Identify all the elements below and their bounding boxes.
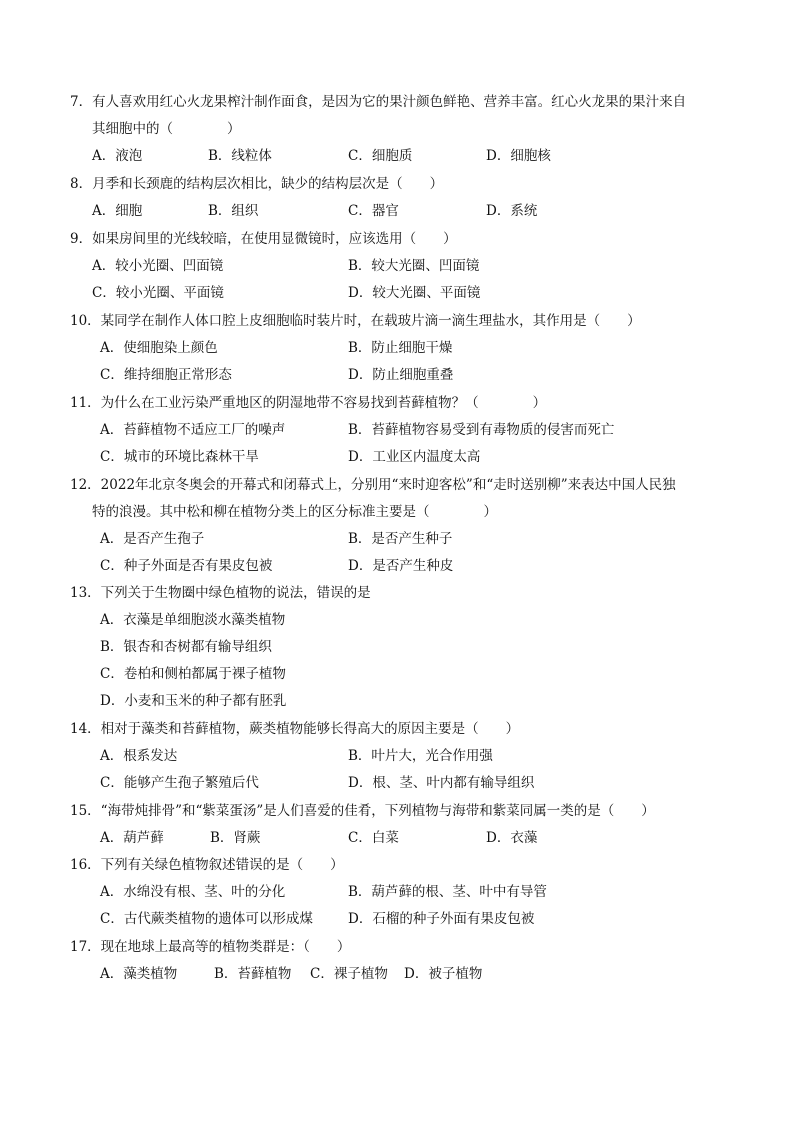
question-13 xyxy=(70,580,750,715)
option-d[interactable]: D．系统 xyxy=(486,203,538,219)
option-b[interactable]: B．组织 xyxy=(208,203,259,219)
question-stem: 15．“海带炖排骨”和“紫菜蛋汤”是人们喜爱的佳肴，下列植物与海带和紫菜同属一类的是（ ） xyxy=(70,803,655,819)
question-7 xyxy=(70,89,750,170)
options-row xyxy=(70,362,750,389)
options-row xyxy=(70,553,750,580)
option-d[interactable]: D．防止细胞重叠 xyxy=(348,367,454,383)
option-d[interactable]: D．石榴的种子外面有果皮包被 xyxy=(348,911,535,927)
options-row xyxy=(70,280,750,307)
question-stem: 11．为什么在工业污染严重地区的阴湿地带不容易找到苔藓植物？（ ） xyxy=(70,395,547,411)
question-17 xyxy=(70,934,750,988)
options-row xyxy=(70,143,750,170)
options-row xyxy=(70,417,750,444)
options-row xyxy=(70,526,750,553)
option-b[interactable]: B．苔藓植物 xyxy=(214,966,292,982)
option-a[interactable]: A．藻类植物 xyxy=(100,966,178,982)
options-row xyxy=(70,906,750,933)
option-c[interactable]: C．裸子植物 xyxy=(310,966,388,982)
question-9 xyxy=(70,226,750,307)
question-15 xyxy=(70,798,750,852)
option-c[interactable]: C．细胞质 xyxy=(348,148,413,164)
option-b[interactable]: B．是否产生种子 xyxy=(348,531,453,547)
question-stem: 8．月季和长颈鹿的结构层次相比，缺少的结构层次是（ ） xyxy=(70,176,444,192)
options-row xyxy=(70,879,750,906)
option-c[interactable]: C．维持细胞正常形态 xyxy=(100,367,232,383)
option-b[interactable]: B．葫芦藓的根、茎、叶中有导管 xyxy=(348,884,547,900)
option-c[interactable]: C．卷柏和侧柏都属于裸子植物 xyxy=(100,666,286,682)
options-row xyxy=(70,661,750,688)
question-stem: 7．有人喜欢用红心火龙果榨汁制作面食，是因为它的果汁颜色鲜艳、营养丰富。红心火龙果的果汁来自 xyxy=(70,94,687,110)
option-d[interactable]: D．细胞核 xyxy=(486,148,551,164)
option-c[interactable]: C．白菜 xyxy=(348,830,399,846)
question-stem: 特的浪漫。其中松和柳在植物分类上的区分标准主要是（ ） xyxy=(92,504,497,520)
option-b[interactable]: B．线粒体 xyxy=(208,148,272,164)
option-a[interactable]: A．葫芦藓 xyxy=(100,830,164,846)
option-a[interactable]: A．是否产生孢子 xyxy=(100,531,205,547)
option-a[interactable]: A．水绵没有根、茎、叶的分化 xyxy=(100,884,286,900)
question-11 xyxy=(70,390,750,471)
options-row xyxy=(70,688,750,715)
question-10 xyxy=(70,308,750,389)
question-stem: 16．下列有关绿色植物叙述错误的是（ ） xyxy=(70,857,344,873)
option-a[interactable]: A．液泡 xyxy=(92,148,143,164)
options-row xyxy=(70,634,750,661)
option-a[interactable]: A．细胞 xyxy=(92,203,143,219)
question-stem: 14．相对于藻类和苔藓植物，蕨类植物能够长得高大的原因主要是（ ） xyxy=(70,721,520,737)
option-d[interactable]: D．工业区内温度太高 xyxy=(348,449,481,465)
options-row xyxy=(70,961,750,988)
option-a[interactable]: A．苔藓植物不适应工厂的噪声 xyxy=(100,422,286,438)
option-a[interactable]: A．根系发达 xyxy=(100,748,178,764)
question-8 xyxy=(70,171,750,225)
option-d[interactable]: D．衣藻 xyxy=(486,830,538,846)
options-row xyxy=(70,444,750,471)
question-16 xyxy=(70,852,750,933)
option-c[interactable]: C．城市的环境比森林干旱 xyxy=(100,449,259,465)
options-row xyxy=(70,743,750,770)
option-b[interactable]: B．银杏和杏树都有输导组织 xyxy=(100,639,272,655)
options-row xyxy=(70,335,750,362)
option-d[interactable]: D．小麦和玉米的种子都有胚乳 xyxy=(100,693,287,709)
option-c[interactable]: C．能够产生孢子繁殖后代 xyxy=(100,775,259,791)
option-d[interactable]: D．较大光圈、平面镜 xyxy=(348,285,481,301)
option-c[interactable]: C．器官 xyxy=(348,203,399,219)
question-stem: 9．如果房间里的光线较暗，在使用显微镜时，应该选用（ ） xyxy=(70,231,457,247)
question-14 xyxy=(70,716,750,797)
question-stem: 其细胞中的（ ） xyxy=(92,121,241,137)
option-b[interactable]: B．叶片大，光合作用强 xyxy=(348,748,493,764)
question-stem: 17．现在地球上最高等的植物类群是：（ ） xyxy=(70,939,351,955)
option-d[interactable]: D．根、茎、叶内都有输导组织 xyxy=(348,775,535,791)
options-row xyxy=(70,198,750,225)
options-row xyxy=(70,825,750,852)
option-d[interactable]: D．被子植物 xyxy=(404,966,483,982)
option-d[interactable]: D．是否产生种皮 xyxy=(348,558,454,574)
option-a[interactable]: A．衣藻是单细胞淡水藻类植物 xyxy=(100,612,286,628)
option-c[interactable]: C．种子外面是否有果皮包被 xyxy=(100,558,273,574)
option-b[interactable]: B．防止细胞干燥 xyxy=(348,340,453,356)
option-c[interactable]: C．古代蕨类植物的遗体可以形成煤 xyxy=(100,911,313,927)
question-stem: 12．2022年北京冬奥会的开幕式和闭幕式上，分别用“来时迎客松”和“走时送别柳”来表达中国人民独 xyxy=(70,477,676,493)
option-b[interactable]: B．肾蕨 xyxy=(210,830,261,846)
option-a[interactable]: A．使细胞染上颜色 xyxy=(100,340,218,356)
options-row xyxy=(70,253,750,280)
question-12 xyxy=(70,472,750,580)
option-a[interactable]: A．较小光圈、凹面镜 xyxy=(92,258,224,274)
option-b[interactable]: B．较大光圈、凹面镜 xyxy=(348,258,480,274)
option-c[interactable]: C．较小光圈、平面镜 xyxy=(92,285,224,301)
question-stem: 13．下列关于生物圈中绿色植物的说法，错误的是 xyxy=(70,585,371,601)
option-b[interactable]: B．苔藓植物容易受到有毒物质的侵害而死亡 xyxy=(348,422,615,438)
options-row xyxy=(70,607,750,634)
question-stem: 10．某同学在制作人体口腔上皮细胞临时装片时，在载玻片滴一滴生理盐水，其作用是（ ） xyxy=(70,313,641,329)
options-row xyxy=(70,770,750,797)
